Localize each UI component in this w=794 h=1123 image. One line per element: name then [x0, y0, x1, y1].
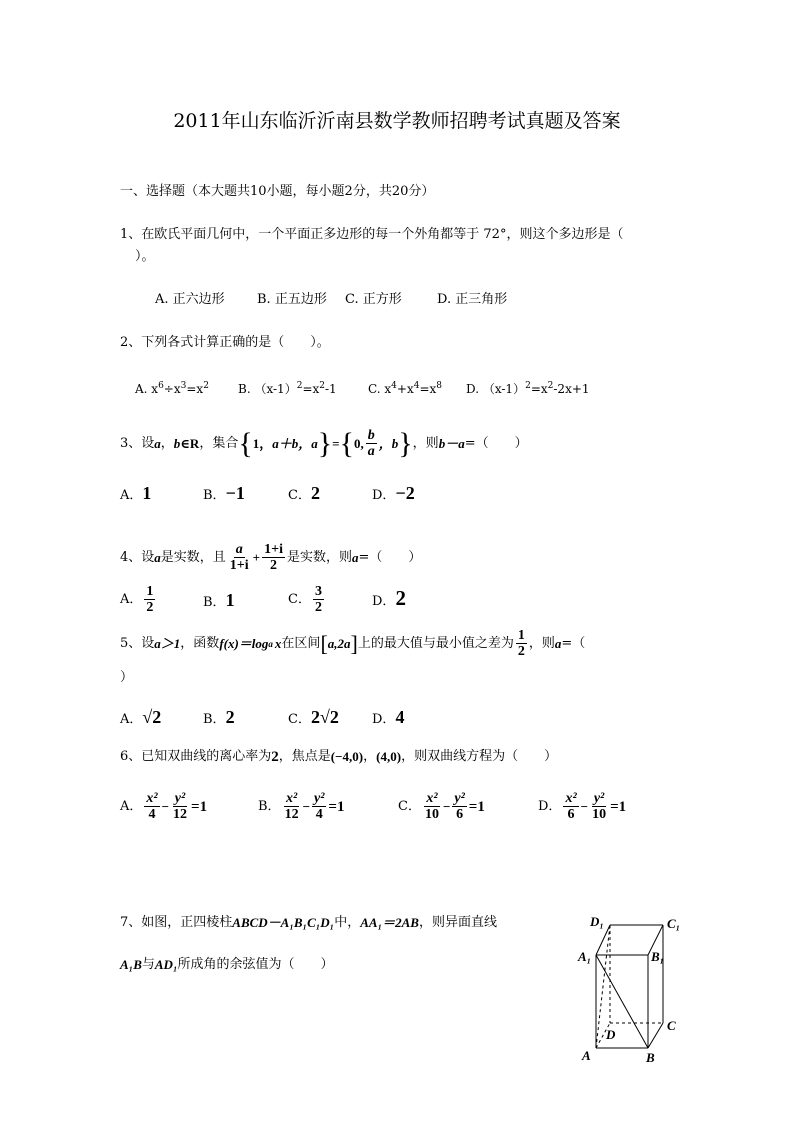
q3-option-b — [203, 484, 245, 505]
q4-option-a — [120, 584, 157, 615]
q6-d-label: D． — [538, 798, 562, 814]
q5-interval-text: 在区间 — [281, 635, 321, 651]
q4-fraction-1 — [228, 542, 251, 573]
q2-c-base: C. x — [368, 382, 392, 396]
q6-a-x2: x² — [146, 791, 158, 806]
q6-c-eq: =1 — [468, 798, 485, 815]
q2-d-tail: -2x+1 — [553, 382, 590, 396]
page-title: 2011年山东临沂沂南县数学教师招聘考试真题及答案 — [173, 110, 621, 132]
q5-option-b — [203, 708, 235, 729]
q3-stem — [120, 428, 528, 459]
q7-with: 与 — [141, 957, 155, 972]
q6-a-eq: =1 — [191, 798, 208, 815]
q6-d-minus: − — [580, 798, 589, 814]
q2-c-exp1: 4 — [391, 381, 397, 391]
q2-a-post: =x — [186, 382, 204, 396]
q2-b-exp1: 2 — [296, 381, 303, 391]
q6-e: 2 — [271, 749, 279, 765]
q6-option-a — [120, 791, 207, 822]
q6-b-frac-x — [283, 791, 301, 822]
q6-a-frac-x — [144, 791, 159, 822]
q4-var-a: a — [154, 549, 161, 565]
q4-suffix: 是实数，则 — [286, 549, 352, 565]
q7-prism: ABCD－A₁B₁C₁D₁ — [232, 915, 335, 930]
q2-d-exp1: 2 — [525, 381, 531, 391]
label-b: B — [646, 1050, 655, 1065]
q6-c-y2: y² — [454, 791, 465, 806]
q6-d-eq: =1 — [610, 798, 627, 815]
q4-f2-num: 1+i — [264, 542, 283, 557]
q2-option-b — [238, 377, 337, 398]
q2-stem: 2、下列各式计算正确的是（ ）。 — [120, 335, 330, 350]
q5-a-value: √2 — [142, 707, 162, 727]
q6-d-x2: x² — [565, 791, 577, 806]
q1-stem: 1、在欧氏平面几何中，一个平面正多边形的每一个外角都等于 72°，则这个多边形是（ — [120, 227, 624, 242]
q3-a-value: 1 — [142, 483, 152, 503]
edge-bc — [648, 1023, 663, 1048]
q3-set-text: ，集合 — [199, 435, 239, 451]
q3-set-mid: a＋b， — [272, 435, 312, 451]
q6-a-minus: − — [161, 798, 170, 814]
q6-d-b2: 10 — [592, 807, 607, 822]
q4-c-den: 2 — [314, 600, 322, 615]
q4-a-num: 1 — [146, 584, 154, 599]
q6-b-minus: − — [302, 798, 310, 814]
label-a1: A₁ — [578, 949, 592, 964]
q4-d-value: 2 — [395, 586, 406, 610]
q4-fraction-2 — [262, 542, 285, 573]
q2-a-exp3: 2 — [203, 381, 209, 391]
q2-d-base: D. （x-1） — [466, 382, 526, 396]
q6-stem — [120, 748, 557, 766]
q2-b-post: =x — [302, 382, 320, 396]
q6-d-a2: 6 — [567, 807, 575, 822]
left-bracket: [ — [320, 630, 328, 656]
q3-c-label: C． — [288, 488, 311, 503]
q2-option-d — [466, 377, 590, 398]
q3-b-minus-a: b－a — [438, 435, 465, 451]
q2-a-exp1: 6 — [158, 381, 164, 391]
q3-end: =（ ） — [464, 435, 528, 451]
q5-x: x — [274, 635, 282, 651]
q6-b-eq: =1 — [328, 798, 345, 815]
q3-var-b: b — [173, 435, 181, 451]
q6-b-x2: x² — [285, 791, 298, 806]
label-d1: D₁ — [590, 914, 604, 929]
q6-foci-text: ，焦点是 — [278, 749, 331, 764]
q3-b-label: B． — [203, 488, 226, 503]
q1-option-a: A. 正六边形 — [155, 292, 225, 307]
q5-middle: 上的最大值与最小值之差为 — [357, 635, 514, 651]
q3-d-value: −2 — [395, 483, 415, 503]
q7-line-ad1: AD₁ — [154, 957, 178, 972]
q3-zero: 0, — [354, 435, 364, 451]
q2-b-base: B. （x-1） — [238, 382, 297, 396]
q2-a-base: A. x — [135, 382, 159, 396]
q2-a-mid: ÷x — [163, 382, 181, 396]
q3-set-left: 1， — [252, 435, 273, 451]
q6-c-frac-x — [423, 791, 441, 822]
label-d: D — [606, 1027, 616, 1042]
q4-c-label: C． — [288, 591, 311, 607]
label-c1: C₁ — [667, 916, 681, 931]
q5-c-label: C． — [288, 712, 311, 727]
q5-prefix: 5、设 — [120, 635, 155, 651]
q7-cond: AA₁＝2AB — [360, 915, 419, 930]
q2-d-exp2: 2 — [547, 381, 554, 391]
q5-frac-den: 2 — [517, 644, 525, 659]
q4-f2-den: 2 — [270, 558, 278, 573]
q6-a-a2: 4 — [148, 807, 156, 822]
q5-then: ，则 — [528, 635, 555, 651]
q3-set-b: ，b — [378, 435, 399, 451]
q4-f1-num: a — [235, 542, 243, 557]
q6-focus-2: (4,0) — [376, 749, 402, 764]
q6-b-b2: 4 — [315, 807, 323, 822]
q6-d-frac-y — [590, 791, 608, 822]
q3-set-a: a — [311, 435, 318, 451]
diagonal-a1b — [596, 955, 648, 1048]
q7-mid: 中， — [334, 915, 361, 930]
q5-a-label: A． — [120, 712, 143, 727]
q6-c-b2: 6 — [456, 807, 464, 822]
q4-d-label: D． — [372, 594, 396, 609]
q3-frac-den: a — [367, 444, 375, 459]
q4-option-d — [372, 586, 406, 611]
q4-stem — [120, 542, 421, 573]
q7-stem — [120, 914, 497, 932]
q4-option-c — [288, 584, 326, 615]
q1-option-b: B. 正五边形 — [257, 292, 327, 307]
q3-then: ，则 — [412, 435, 439, 451]
q5-func-text: ，函数 — [180, 635, 220, 651]
q6-c-a2: 10 — [424, 807, 439, 822]
q3-a-label: A． — [120, 488, 143, 503]
q4-option-b — [203, 591, 235, 612]
q5-var-a: a — [554, 635, 562, 651]
q3-equals: = — [332, 435, 340, 451]
q7-stem-line2 — [120, 956, 334, 974]
q6-c-frac-y — [452, 791, 466, 822]
q5-fraction — [516, 628, 527, 659]
q4-a-fraction — [144, 584, 155, 615]
right-bracket: ] — [350, 630, 358, 656]
q6-b-y2: y² — [313, 791, 325, 806]
q5-b-value: 2 — [225, 707, 235, 727]
q2-b-exp2: 2 — [319, 381, 325, 391]
q6-a-b2: 12 — [173, 807, 188, 822]
q3-fraction — [366, 428, 377, 459]
q7-suffix: ，则异面直线 — [418, 915, 497, 930]
q6-a-label: A． — [120, 798, 143, 814]
q2-a-exp2: 3 — [180, 381, 187, 391]
q1-option-c: C. 正方形 — [345, 292, 402, 307]
q5-d-label: D． — [372, 712, 396, 727]
q6-option-b — [258, 791, 344, 822]
q5-log-base: a — [268, 638, 273, 649]
label-c: C — [667, 1018, 676, 1033]
q3-comma: ， — [160, 435, 174, 451]
q7-line-a1b: A₁B — [120, 957, 142, 972]
label-a: A — [582, 1048, 591, 1063]
q3-reals: R — [189, 435, 200, 451]
q6-a-frac-y — [171, 791, 189, 822]
q6-option-c — [398, 791, 485, 822]
q1-option-d: D. 正三角形 — [437, 292, 508, 307]
q5-fx: f(x)＝log — [219, 635, 269, 651]
q4-mid: 是实数，且 — [160, 549, 226, 565]
label-b1: B₁ — [651, 949, 665, 964]
q5-option-d — [372, 708, 404, 729]
q6-c-minus: − — [442, 798, 451, 814]
q4-a-label: A． — [120, 591, 143, 607]
q5-d-value: 4 — [395, 707, 405, 727]
q3-in: ∈ — [180, 435, 190, 451]
q5-end: =（ — [561, 635, 586, 651]
q3-b-value: −1 — [225, 483, 245, 503]
q7-prefix: 7、如图，正四棱柱 — [120, 915, 233, 930]
q6-c-x2: x² — [426, 791, 438, 806]
q4-b-value: 1 — [225, 590, 235, 610]
q6-c-label: C． — [398, 798, 421, 814]
q3-option-a — [120, 484, 151, 505]
section-heading: 一、选择题（本大题共10小题，每小题2分，共20分） — [120, 184, 435, 199]
q6-sep: ， — [363, 749, 377, 764]
q2-option-a — [135, 377, 209, 398]
q3-c-value: 2 — [310, 483, 320, 503]
q3-prefix: 3、设 — [120, 435, 155, 451]
q4-c-fraction — [313, 584, 324, 615]
q2-c-exp3: 8 — [436, 381, 443, 391]
q2-b-tail: -1 — [325, 382, 337, 396]
q5-frac-num: 1 — [517, 628, 525, 643]
prism-figure — [570, 908, 690, 1068]
q4-prefix: 4、设 — [120, 549, 155, 565]
q4-c-num: 3 — [314, 584, 322, 599]
q6-d-y2: y² — [593, 791, 605, 806]
q3-var-a: a — [154, 435, 161, 451]
q5-stem — [120, 628, 585, 659]
q5-cond: a＞1 — [154, 635, 181, 651]
q6-a-y2: y² — [174, 791, 186, 806]
q2-c-exp2: 4 — [413, 381, 420, 391]
left-brace-2: { — [339, 426, 354, 460]
q7-line-end: 所成角的余弦值为（ ） — [177, 957, 334, 972]
q3-option-c — [288, 484, 320, 505]
right-brace: } — [317, 426, 333, 460]
q5-option-a — [120, 708, 161, 729]
q6-prefix: 6、已知双曲线的离心率为 — [120, 749, 272, 764]
q4-f1-den: 1+i — [229, 558, 249, 573]
left-brace: { — [238, 426, 253, 460]
q5-c-value: 2√2 — [310, 707, 339, 727]
q6-focus-1: (−4,0) — [330, 749, 364, 764]
right-brace-2: } — [398, 426, 413, 460]
q6-option-d — [538, 791, 626, 822]
q3-option-d — [372, 484, 415, 505]
q3-d-label: D． — [372, 488, 396, 503]
q4-plus: + — [252, 549, 261, 565]
q5-option-c — [288, 708, 339, 729]
q6-b-label: B． — [258, 798, 281, 814]
q5-stem-end: ） — [120, 670, 134, 685]
q6-b-a2: 12 — [284, 807, 299, 822]
q2-d-post: =x — [530, 382, 548, 396]
q5-b-label: B． — [203, 712, 226, 727]
q2-option-c — [368, 377, 442, 398]
q2-c-post: =x — [419, 382, 437, 396]
q3-frac-num: b — [367, 428, 375, 443]
q5-interval: a,2a — [327, 635, 351, 651]
q4-var-a-2: a — [351, 549, 359, 565]
q6-b-frac-y — [312, 791, 326, 822]
q6-suffix: ，则双曲线方程为（ ） — [401, 749, 558, 764]
q4-a-den: 2 — [146, 600, 154, 615]
q6-d-frac-x — [563, 791, 578, 822]
q2-c-mid: +x — [396, 382, 414, 396]
q1-stem-end: ）。 — [135, 249, 155, 264]
q4-end: =（ ） — [358, 549, 422, 565]
q4-b-label: B． — [203, 595, 226, 610]
